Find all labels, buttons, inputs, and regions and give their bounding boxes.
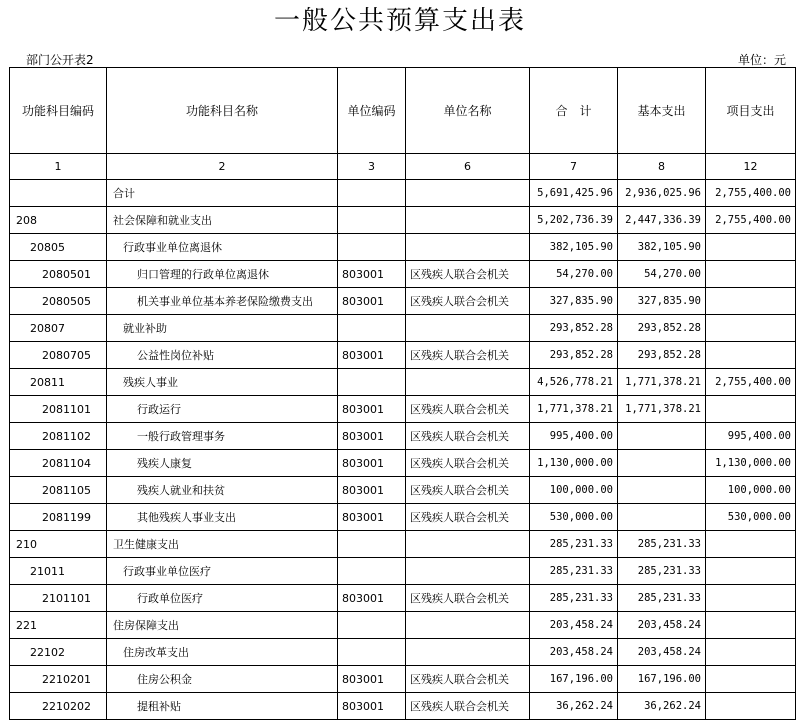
table-row	[10, 531, 796, 558]
table-row	[10, 396, 796, 423]
func-name-cell: 合计	[107, 180, 338, 207]
func-name-cell: 就业补助	[107, 315, 338, 342]
unit-code-cell	[338, 180, 406, 207]
basic-cell: 1,771,378.21	[618, 369, 706, 396]
table-row	[10, 666, 796, 693]
unit-code-cell: 803001	[338, 288, 406, 315]
unit-code-cell: 803001	[338, 423, 406, 450]
table-row	[10, 234, 796, 261]
func-name-cell: 卫生健康支出	[107, 531, 338, 558]
header-func-code: 功能科目编码	[10, 68, 107, 154]
form-label: 部门公开表2	[26, 53, 94, 67]
func-code-cell: 2080705	[10, 342, 107, 369]
func-code-cell: 2081102	[10, 423, 107, 450]
basic-cell: 167,196.00	[618, 666, 706, 693]
project-cell	[706, 261, 796, 288]
func-name-cell: 残疾人就业和扶贫	[107, 477, 338, 504]
header-row	[10, 68, 796, 154]
index-row	[10, 154, 796, 180]
total-cell: 167,196.00	[530, 666, 618, 693]
basic-cell: 203,458.24	[618, 639, 706, 666]
basic-cell: 54,270.00	[618, 261, 706, 288]
header-total: 合 计	[530, 68, 618, 154]
project-cell: 2,755,400.00	[706, 180, 796, 207]
project-cell	[706, 666, 796, 693]
basic-cell: 293,852.28	[618, 342, 706, 369]
func-code-cell: 2080501	[10, 261, 107, 288]
project-cell	[706, 531, 796, 558]
basic-cell: 285,231.33	[618, 585, 706, 612]
func-name-cell: 公益性岗位补贴	[107, 342, 338, 369]
func-code-cell	[10, 180, 107, 207]
unit-label: 单位：元	[737, 53, 786, 67]
project-cell	[706, 693, 796, 720]
func-code-cell: 208	[10, 207, 107, 234]
unit-name-cell: 区残疾人联合会机关	[406, 666, 530, 693]
func-name-cell: 行政事业单位离退休	[107, 234, 338, 261]
table-row	[10, 477, 796, 504]
project-cell	[706, 396, 796, 423]
unit-name-cell	[406, 639, 530, 666]
func-code-cell: 2210202	[10, 693, 107, 720]
index-cell: 12	[706, 154, 796, 180]
func-name-cell: 一般行政管理事务	[107, 423, 338, 450]
unit-name-cell	[406, 369, 530, 396]
total-cell: 5,202,736.39	[530, 207, 618, 234]
page-title: 一般公共预算支出表	[273, 6, 526, 36]
unit-code-cell: 803001	[338, 342, 406, 369]
unit-code-cell: 803001	[338, 504, 406, 531]
unit-name-cell: 区残疾人联合会机关	[406, 288, 530, 315]
total-cell: 293,852.28	[530, 315, 618, 342]
basic-cell: 2,936,025.96	[618, 180, 706, 207]
func-code-cell: 2101101	[10, 585, 107, 612]
func-code-cell: 221	[10, 612, 107, 639]
basic-cell	[618, 477, 706, 504]
func-code-cell: 22102	[10, 639, 107, 666]
unit-code-cell	[338, 558, 406, 585]
project-cell	[706, 612, 796, 639]
func-name-cell: 归口管理的行政单位离退休	[107, 261, 338, 288]
unit-code-cell	[338, 612, 406, 639]
table-row	[10, 585, 796, 612]
total-cell: 100,000.00	[530, 477, 618, 504]
basic-cell: 203,458.24	[618, 612, 706, 639]
unit-name-cell	[406, 207, 530, 234]
header-basic: 基本支出	[618, 68, 706, 154]
unit-name-cell: 区残疾人联合会机关	[406, 396, 530, 423]
project-cell	[706, 315, 796, 342]
unit-code-cell	[338, 369, 406, 396]
func-name-cell: 机关事业单位基本养老保险缴费支出	[107, 288, 338, 315]
project-cell	[706, 558, 796, 585]
project-cell: 1,130,000.00	[706, 450, 796, 477]
index-cell: 1	[10, 154, 107, 180]
unit-code-cell: 803001	[338, 450, 406, 477]
total-cell: 203,458.24	[530, 612, 618, 639]
table-row	[10, 261, 796, 288]
unit-code-cell	[338, 207, 406, 234]
basic-cell: 327,835.90	[618, 288, 706, 315]
basic-cell: 382,105.90	[618, 234, 706, 261]
table-row	[10, 693, 796, 720]
func-code-cell: 21011	[10, 558, 107, 585]
project-cell: 2,755,400.00	[706, 207, 796, 234]
table-row	[10, 342, 796, 369]
project-cell	[706, 288, 796, 315]
func-code-cell: 20805	[10, 234, 107, 261]
func-name-cell: 行政运行	[107, 396, 338, 423]
unit-name-cell: 区残疾人联合会机关	[406, 342, 530, 369]
total-cell: 54,270.00	[530, 261, 618, 288]
table-row	[10, 288, 796, 315]
table-row	[10, 423, 796, 450]
total-cell: 203,458.24	[530, 639, 618, 666]
func-code-cell: 2081199	[10, 504, 107, 531]
project-cell	[706, 342, 796, 369]
project-cell	[706, 585, 796, 612]
basic-cell	[618, 504, 706, 531]
header-func-name: 功能科目名称	[107, 68, 338, 154]
project-cell: 530,000.00	[706, 504, 796, 531]
project-cell	[706, 639, 796, 666]
func-name-cell: 住房改革支出	[107, 639, 338, 666]
total-cell: 36,262.24	[530, 693, 618, 720]
func-name-cell: 提租补贴	[107, 693, 338, 720]
total-cell: 285,231.33	[530, 558, 618, 585]
index-cell: 2	[107, 154, 338, 180]
table-row	[10, 504, 796, 531]
total-cell: 530,000.00	[530, 504, 618, 531]
unit-name-cell	[406, 180, 530, 207]
func-code-cell: 2081101	[10, 396, 107, 423]
unit-code-cell: 803001	[338, 396, 406, 423]
total-cell: 4,526,778.21	[530, 369, 618, 396]
budget-table	[9, 67, 796, 720]
basic-cell: 293,852.28	[618, 315, 706, 342]
unit-code-cell: 803001	[338, 693, 406, 720]
project-cell	[706, 234, 796, 261]
total-cell: 285,231.33	[530, 531, 618, 558]
unit-code-cell: 803001	[338, 261, 406, 288]
unit-code-cell: 803001	[338, 585, 406, 612]
total-cell: 285,231.33	[530, 585, 618, 612]
func-name-cell: 住房公积金	[107, 666, 338, 693]
unit-code-cell	[338, 315, 406, 342]
unit-code-cell	[338, 234, 406, 261]
func-code-cell: 2210201	[10, 666, 107, 693]
total-cell: 293,852.28	[530, 342, 618, 369]
total-cell: 5,691,425.96	[530, 180, 618, 207]
unit-code-cell	[338, 531, 406, 558]
func-code-cell: 20807	[10, 315, 107, 342]
unit-code-cell: 803001	[338, 666, 406, 693]
func-name-cell: 行政事业单位医疗	[107, 558, 338, 585]
unit-name-cell: 区残疾人联合会机关	[406, 450, 530, 477]
unit-name-cell	[406, 612, 530, 639]
func-name-cell: 社会保障和就业支出	[107, 207, 338, 234]
index-cell: 7	[530, 154, 618, 180]
total-cell: 327,835.90	[530, 288, 618, 315]
project-cell: 995,400.00	[706, 423, 796, 450]
index-cell: 8	[618, 154, 706, 180]
unit-code-cell: 803001	[338, 477, 406, 504]
unit-name-cell: 区残疾人联合会机关	[406, 504, 530, 531]
table-row	[10, 369, 796, 396]
table-row	[10, 558, 796, 585]
func-code-cell: 20811	[10, 369, 107, 396]
table-row	[10, 207, 796, 234]
unit-name-cell	[406, 558, 530, 585]
func-name-cell: 残疾人康复	[107, 450, 338, 477]
table-row	[10, 639, 796, 666]
unit-name-cell	[406, 315, 530, 342]
total-cell: 1,771,378.21	[530, 396, 618, 423]
index-cell: 3	[338, 154, 406, 180]
func-name-cell: 住房保障支出	[107, 612, 338, 639]
project-cell: 100,000.00	[706, 477, 796, 504]
unit-name-cell: 区残疾人联合会机关	[406, 261, 530, 288]
func-code-cell: 2080505	[10, 288, 107, 315]
unit-code-cell	[338, 639, 406, 666]
func-code-cell: 2081104	[10, 450, 107, 477]
unit-name-cell: 区残疾人联合会机关	[406, 693, 530, 720]
table-row	[10, 450, 796, 477]
total-cell: 1,130,000.00	[530, 450, 618, 477]
func-code-cell: 2081105	[10, 477, 107, 504]
basic-cell: 36,262.24	[618, 693, 706, 720]
func-name-cell: 行政单位医疗	[107, 585, 338, 612]
header-project: 项目支出	[706, 68, 796, 154]
basic-cell	[618, 450, 706, 477]
basic-cell: 285,231.33	[618, 558, 706, 585]
total-cell: 995,400.00	[530, 423, 618, 450]
project-cell: 2,755,400.00	[706, 369, 796, 396]
table-row	[10, 612, 796, 639]
unit-name-cell: 区残疾人联合会机关	[406, 423, 530, 450]
func-name-cell: 其他残疾人事业支出	[107, 504, 338, 531]
header-unit-name: 单位名称	[406, 68, 530, 154]
unit-name-cell: 区残疾人联合会机关	[406, 585, 530, 612]
unit-name-cell: 区残疾人联合会机关	[406, 477, 530, 504]
index-cell: 6	[406, 154, 530, 180]
func-name-cell: 残疾人事业	[107, 369, 338, 396]
basic-cell: 285,231.33	[618, 531, 706, 558]
basic-cell	[618, 423, 706, 450]
unit-name-cell	[406, 531, 530, 558]
header-unit-code: 单位编码	[338, 68, 406, 154]
total-cell: 382,105.90	[530, 234, 618, 261]
unit-name-cell	[406, 234, 530, 261]
table-row	[10, 180, 796, 207]
basic-cell: 2,447,336.39	[618, 207, 706, 234]
table-row	[10, 315, 796, 342]
basic-cell: 1,771,378.21	[618, 396, 706, 423]
func-code-cell: 210	[10, 531, 107, 558]
